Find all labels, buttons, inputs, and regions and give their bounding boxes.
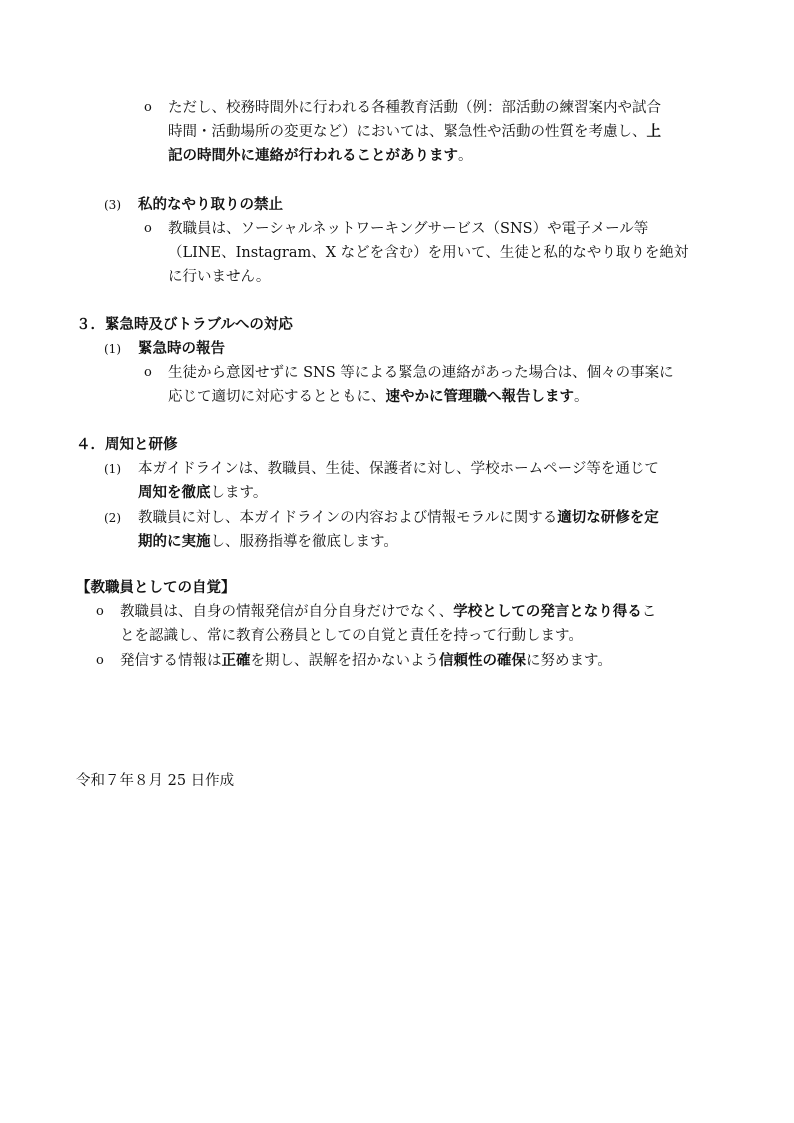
bold-span: 学校としての発言となり得る — [453, 604, 642, 620]
bullet-mark: o — [144, 100, 152, 115]
bold-span: 速やかに管理職へ報告します — [385, 389, 574, 405]
text-line: （LINE、Instagram、X などを含む）を用いて、生徒と私的なやり取りを絶対 — [168, 245, 689, 261]
text-line — [120, 600, 724, 624]
text-line — [138, 481, 724, 505]
awareness-title: 【教職員としての自覚】 — [76, 580, 236, 596]
bold-span: 上 — [646, 124, 661, 140]
text-span: し、服務指導を徹底します。 — [210, 534, 398, 550]
section-3-title: ３．緊急時及びトラブルへの対応 — [76, 317, 293, 333]
text-line — [138, 530, 724, 554]
bold-span: 適切な研修を定 — [557, 510, 659, 526]
subsection-number: (3) — [104, 198, 121, 212]
text-span: 教職員に対し、本ガイドラインの内容および情報モラルに関する — [138, 510, 558, 526]
bold-span: 記の時間外に連絡が行われることがあります — [168, 148, 458, 164]
bullet-mark: o — [96, 653, 104, 668]
text-span: します。 — [210, 485, 268, 501]
item-4-1 — [104, 457, 724, 505]
paragraph-after-hours — [144, 96, 724, 168]
text-span: 。 — [458, 148, 473, 164]
paragraph-text — [120, 649, 724, 673]
item-number: (1) — [104, 462, 121, 476]
text-line: ただし、校務時間外に行われる各種教育活動（例：部活動の練習案内や試合 — [168, 100, 661, 116]
text-line — [120, 649, 724, 673]
text-span: を期し、誤解を招かないよう — [250, 653, 439, 669]
text-span: 応じて適切に対応するとともに、 — [168, 389, 386, 405]
item-text — [138, 506, 724, 554]
text-line — [168, 120, 724, 144]
item-number: (2) — [104, 511, 121, 525]
text-line: とを認識し、常に教育公務員としての自覚と責任を持って行動します。 — [120, 628, 583, 644]
text-span: こ — [641, 604, 657, 620]
item-text — [138, 457, 724, 505]
paragraph-emergency — [144, 361, 724, 409]
section-4-title: ４．周知と研修 — [76, 437, 178, 453]
text-line — [168, 144, 724, 168]
text-line — [168, 385, 724, 409]
awareness-bullet-2 — [96, 649, 724, 673]
text-line: 本ガイドラインは、教職員、生徒、保護者に対し、学校ホームページ等を通じて — [138, 461, 659, 477]
text-span: に努めます。 — [526, 653, 612, 669]
paragraph-private-contact — [144, 217, 724, 289]
text-line: 教職員は、ソーシャルネットワーキングサービス（SNS）や電子メール等 — [168, 221, 649, 237]
text-span: 教職員は、自身の情報発信が自分自身だけでなく、 — [120, 604, 454, 620]
bold-span: 周知を徹底 — [138, 485, 211, 501]
text-line — [138, 506, 724, 530]
bold-span: 信頼性の確保 — [439, 653, 526, 669]
paragraph-text — [168, 361, 724, 409]
bold-span: 期的に実施 — [138, 534, 211, 550]
text-line: に行いません。 — [168, 269, 271, 285]
subsection-emergency-heading — [104, 337, 724, 361]
paragraph-text — [168, 217, 724, 289]
subsection-title: 緊急時の報告 — [138, 341, 225, 357]
bullet-mark: o — [96, 604, 104, 619]
subsection-title: 私的なやり取りの禁止 — [138, 197, 283, 213]
paragraph-text — [168, 96, 724, 168]
creation-date: 令和７年８月 25 日作成 — [76, 773, 235, 789]
text-span: 発信する情報は — [120, 653, 222, 669]
bold-span: 正確 — [221, 653, 251, 669]
bullet-mark: o — [144, 221, 152, 236]
paragraph-text — [120, 600, 724, 648]
awareness-bullet-1 — [96, 600, 724, 648]
text-line: 生徒から意図せずに SNS 等による緊急の連絡があった場合は、個々の事案に — [168, 365, 674, 381]
item-4-2 — [104, 506, 724, 554]
subsection-3-heading — [104, 193, 724, 217]
text-span: 時間・活動場所の変更など）においては、緊急性や活動の性質を考慮し、 — [168, 124, 647, 140]
subsection-number: (1) — [104, 342, 121, 356]
text-span: 。 — [574, 389, 589, 405]
bullet-mark: o — [144, 365, 152, 380]
